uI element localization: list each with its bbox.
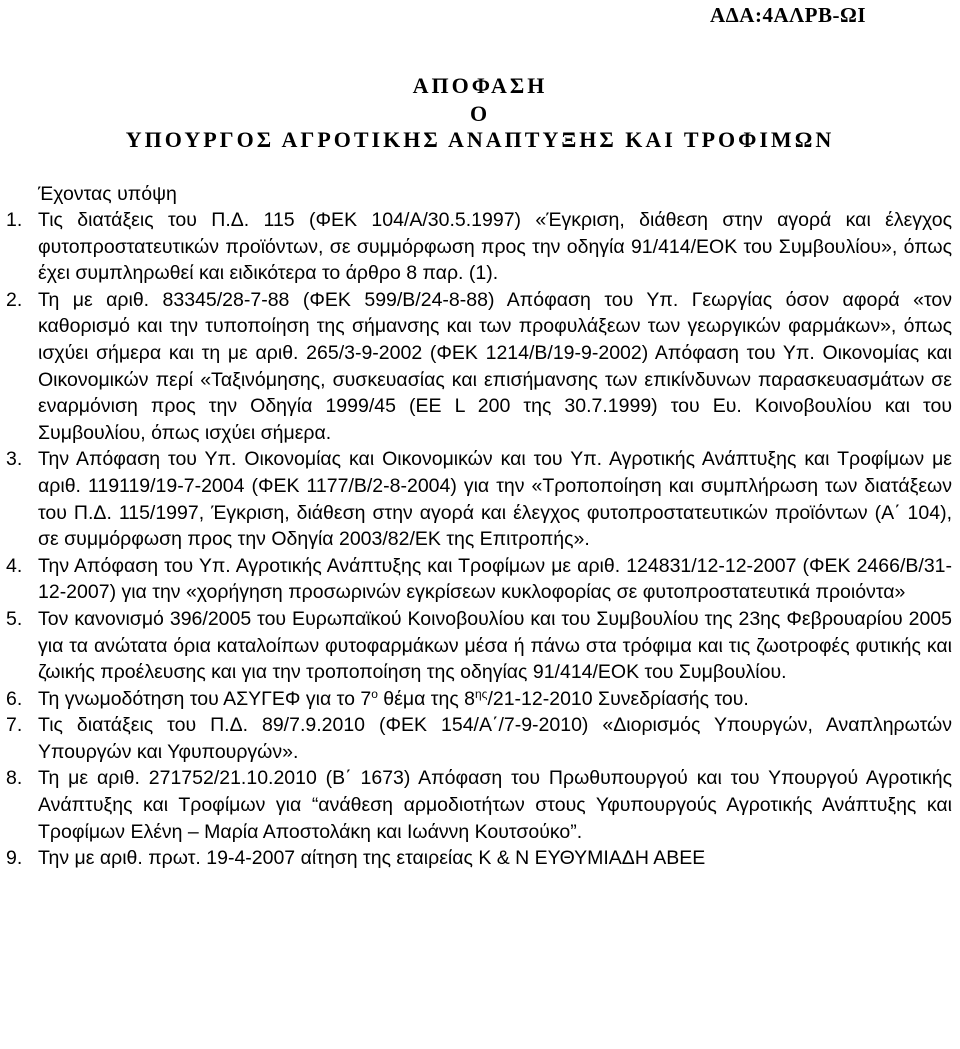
superscript: ο [371,686,378,701]
ada-code: ΑΔΑ:4ΑΛΡΒ-ΩΙ [709,3,866,27]
item-number: 3. [6,448,23,471]
list-item [6,207,952,287]
list-item [6,553,952,606]
list-item [6,712,952,765]
item-text: Τη με αριθ. 83345/28-7-88 (ΦΕΚ 599/Β/24-8-88) Απόφαση του Υπ. Γεωργίας όσον αφορά «τον καθορισμό και την τυποποίηση της σήμανσης και των προφυλάξεων των γεωργικών φαρμάκων», όπως ισχύει σήμερα και τη με αριθ. 265/3-9-2002 (ΦΕΚ 1214/Β/19-9-2002) Απόφαση του Υπ. Οικονομίας και Οικονομικών περί «Ταξινόμησης, συσκευασίας και επισήμανσης των επικίνδυνων παρασκευασμάτων σε εναρμόνιση προς την Οδηγία 1999/45 (ΕΕ L 200 της 30.7.1999) του Ευ. Κοινοβουλίου και του Συμβουλίου, όπως ισχύει σήμερα. [38,288,952,444]
item-number: 4. [6,554,23,577]
superscript: ης [474,686,488,701]
item-text: Την Απόφαση του Υπ. Αγροτικής Ανάπτυξης και Τροφίμων με αριθ. 124831/12-12-2007 (ΦΕΚ 2466/Β/31-12-2007) για την «χορήγηση προσωρινών εγκρίσεων κυκλοφορίας σε φυτοπροστατευτικά προιόντα» [38,554,952,604]
list-item [6,606,952,686]
list-item [6,686,952,713]
item-number: 5. [6,607,23,630]
item-number: 6. [6,687,23,710]
minister-title: ΥΠΟΥΡΓΟΣ ΑΓΡΟΤΙΚΗΣ ΑΝΑΠΤΥΞΗΣ ΚΑΙ ΤΡΟΦΙΜΩΝ [125,127,835,152]
item-text: Τις διατάξεις του Π.Δ. 89/7.9.2010 (ΦΕΚ 154/Α΄/7-9-2010) «Διορισμός Υπουργών, Αναπληρωτών Υπουργών και Υφυπουργών». [38,714,952,763]
item-text: Τον κανονισμό 396/2005 του Ευρωπαϊκού Κοινοβουλίου και του Συμβουλίου της 23ης Φεβρουαρίου 2005 για τα ανώτατα όρια καταλοίπων φυτοφαρμάκων μέσα ή πάνω στα τρόφιμα και τις ζωοτροφές φυτικής και ζωικής προέλευσης και για την τροποποίηση της οδηγίας 91/414/ΕΟΚ του Συμβουλίου. [38,607,952,684]
title-article: Ο [469,101,491,126]
list-item [6,765,952,845]
item-number: 1. [6,209,23,231]
item-number: 7. [6,714,23,737]
list-item [6,446,952,552]
document-title: ΑΠΟΦΑΣΗ [412,73,548,98]
item-number: 8. [6,767,23,790]
list-item [6,845,952,872]
item-text: Τη με αριθ. 271752/21.10.2010 (Β΄ 1673) Απόφαση του Πρωθυπουργού και του Υπουργού Αγροτικής Ανάπτυξης και Τροφίμων για “ανάθεση αρμοδιοτήτων στους Υφυπουργούς Αγροτικής Ανάπτυξης και Τροφίμων Ελένη – Μαρία Αποστολάκη και Ιωάννη Κουτσούκο”. [38,767,952,843]
considerations-list [6,207,952,872]
item-number: 9. [6,847,23,870]
item-number: 2. [6,288,23,311]
item-text: Τη γνωμοδότηση του ΑΣΥΓΕΦ για το $7^o$ θέμα της $8^{\eta\varsigma}/21-12-2010$ Συνεδρίασής του. [38,686,749,710]
item-text: Την με αριθ. πρωτ. 19-4-2007 αίτηση της εταιρείας Κ & Ν ΕΥΘΥΜΙΑΔΗ ΑΒΕΕ [38,847,706,870]
intro-text: Έχοντας υπόψη [38,183,177,205]
list-item [6,287,952,447]
item-text: Τις διατάξεις του Π.Δ. 115 (ΦΕΚ 104/Α/30.5.1997) «Έγκριση, διάθεση στην αγορά και έλεγχος φυτοπροστατευτικών προϊόντων, σε συμμόρφωση προς την οδηγία 91/414/ΕΟΚ του Συμβουλίου», όπως έχει συμπληρωθεί και ειδικότερα το άρθρο 8 παρ. (1). [38,209,952,285]
item-text: Την Απόφαση του Υπ. Οικονομίας και Οικονομικών και του Υπ. Αγροτικής Ανάπτυξης και Τροφίμων με αριθ. 119119/19-7-2004 (ΦΕΚ 1177/Β/2-8-2004) για την «Τροποποίηση και συμπλήρωση των διατάξεων του Π.Δ. 115/1997, Έγκριση, διάθεση στην αγορά και έλεγχος φυτοπροστατευτικών προϊόντων (Α΄ 104), σε συμμόρφωση προς την Οδηγία 2003/82/ΕΚ της Επιτροπής». [38,448,952,551]
